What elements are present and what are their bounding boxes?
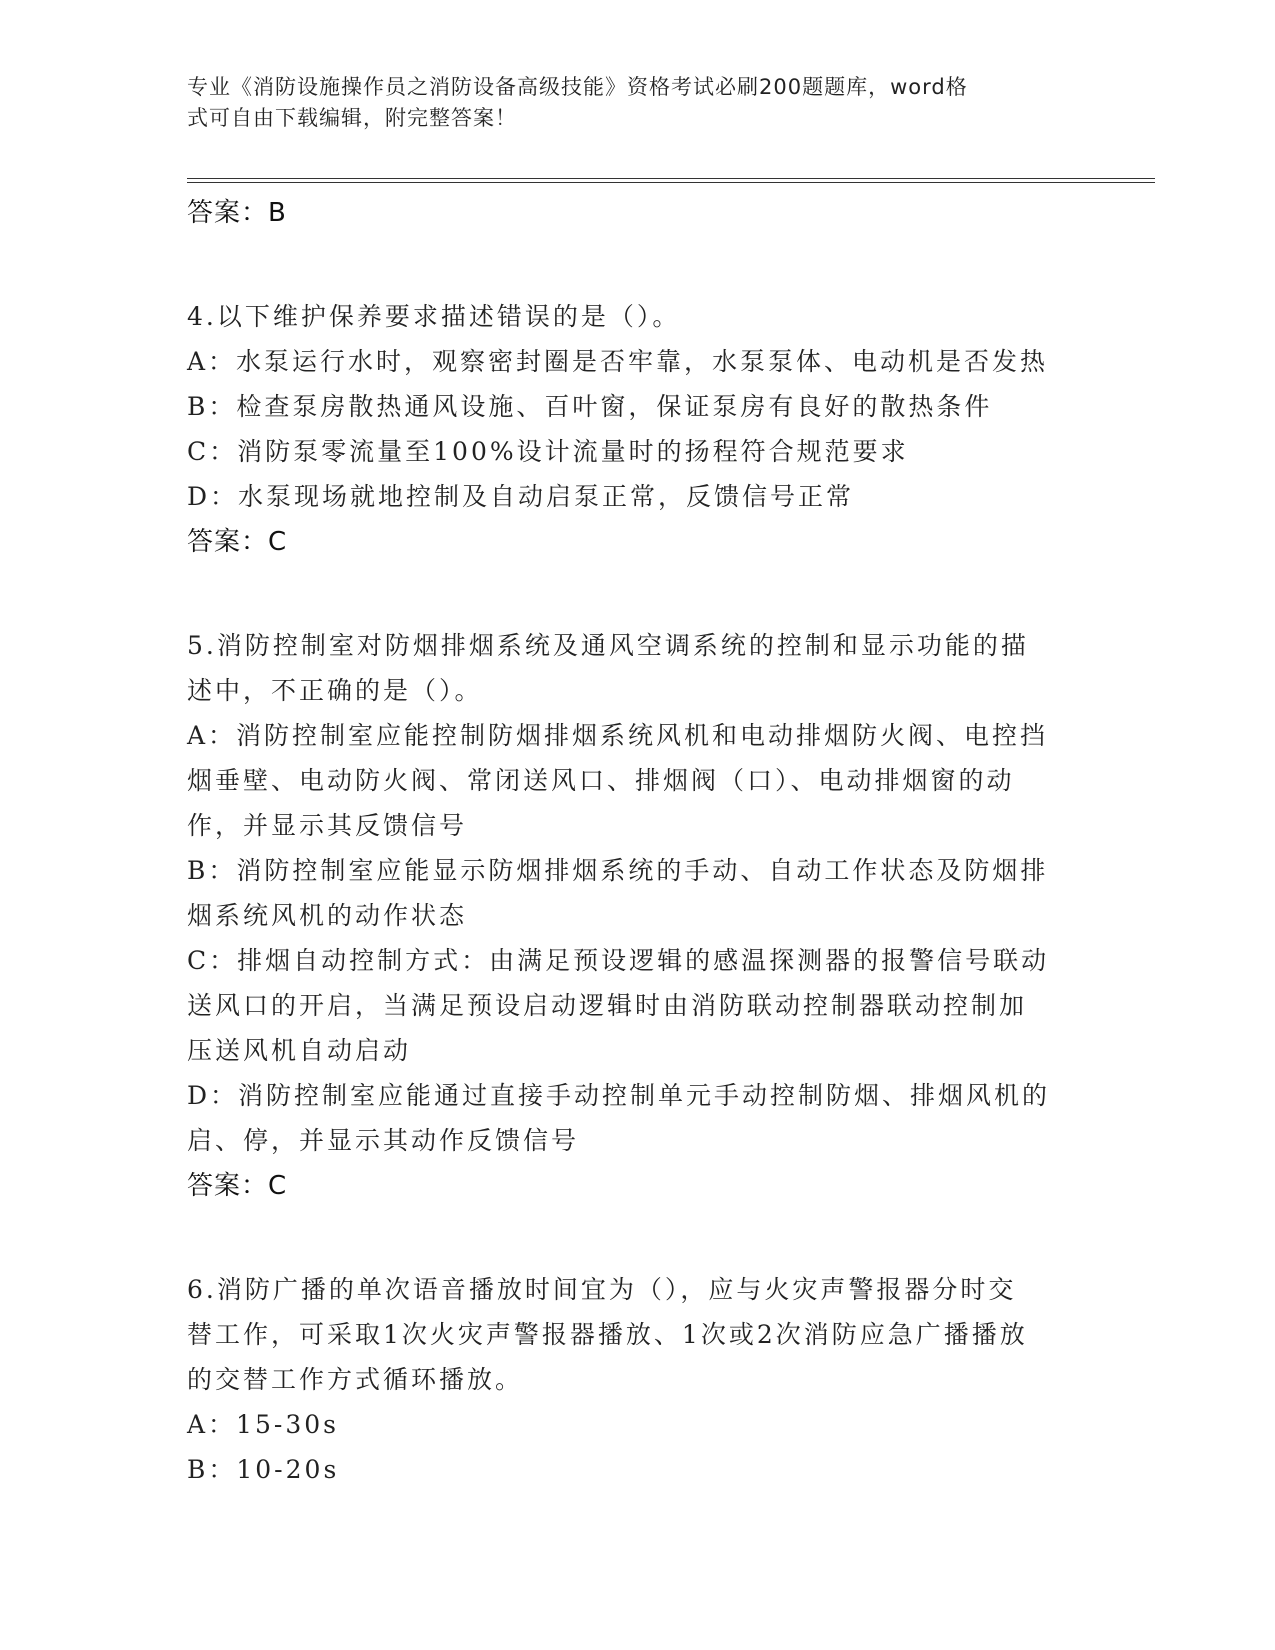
- option-line: A：水泵运行水时，观察密封圈是否牢靠，水泵泵体、电动机是否发热: [187, 347, 1049, 376]
- question-stem-line: 4.以下维护保养要求描述错误的是（）。: [187, 302, 681, 331]
- header-line-2: 式可自由下载编辑，附完整答案！: [187, 106, 517, 130]
- question-item: [187, 1267, 1087, 1492]
- answer-label: 答案：C: [187, 527, 288, 557]
- option-line: B：检查泵房散热通风设施、百叶窗，保证泵房有良好的散热条件: [187, 392, 993, 421]
- option-line: C：排烟自动控制方式：由满足预设逻辑的感温探测器的报警信号联动: [187, 946, 1050, 975]
- question-item: [187, 294, 1087, 565]
- option-line: 送风口的开启，当满足预设启动逻辑时由消防联动控制器联动控制加: [187, 991, 1028, 1020]
- option-line: B：消防控制室应能显示防烟排烟系统的手动、自动工作状态及防烟排: [187, 856, 1049, 885]
- previous-answer: 答案：B: [187, 198, 287, 228]
- document-header: [187, 72, 1067, 134]
- question-stem-line: 5.消防控制室对防烟排烟系统及通风空调系统的控制和显示功能的描: [187, 631, 1029, 660]
- answer-label: 答案：C: [187, 1171, 288, 1201]
- question-stem-line: 述中，不正确的是（）。: [187, 676, 483, 705]
- option-line: 作，并显示其反馈信号: [187, 811, 468, 840]
- header-rule-bottom: [187, 182, 1155, 183]
- option-line: 压送风机自动启动: [187, 1036, 412, 1065]
- option-line: A：消防控制室应能控制防烟排烟系统风机和电动排烟防火阀、电控挡: [187, 721, 1049, 750]
- option-line: 烟垂壁、电动防火阀、常闭送风口、排烟阀（口）、电动排烟窗的动: [187, 766, 1015, 795]
- question-list: [187, 186, 1087, 1492]
- question-stem-line: 的交替工作方式循环播放。: [187, 1365, 524, 1394]
- option-line: D：消防控制室应能通过直接手动控制单元手动控制防烟、排烟风机的: [187, 1081, 1051, 1110]
- questions-container: [187, 294, 1087, 1492]
- header-line-1: 专业《消防设施操作员之消防设备高级技能》资格考试必刷200题题库，word格: [187, 75, 968, 99]
- option-line: A：15-30s: [187, 1410, 339, 1439]
- option-line: D：水泵现场就地控制及自动启泵正常，反馈信号正常: [187, 482, 855, 511]
- question-stem-line: 替工作，可采取1次火灾声警报器播放、1次或2次消防应急广播播放: [187, 1320, 1028, 1349]
- question-item: [187, 623, 1087, 1209]
- option-line: C：消防泵零流量至100%设计流量时的扬程符合规范要求: [187, 437, 909, 466]
- header-rule-top: [187, 178, 1155, 179]
- option-line: 烟系统风机的动作状态: [187, 901, 468, 930]
- question-stem-line: 6.消防广播的单次语音播放时间宜为（），应与火灾声警报器分时交: [187, 1275, 1017, 1304]
- option-line: 启、停，并显示其动作反馈信号: [187, 1126, 580, 1155]
- option-line: B：10-20s: [187, 1455, 340, 1484]
